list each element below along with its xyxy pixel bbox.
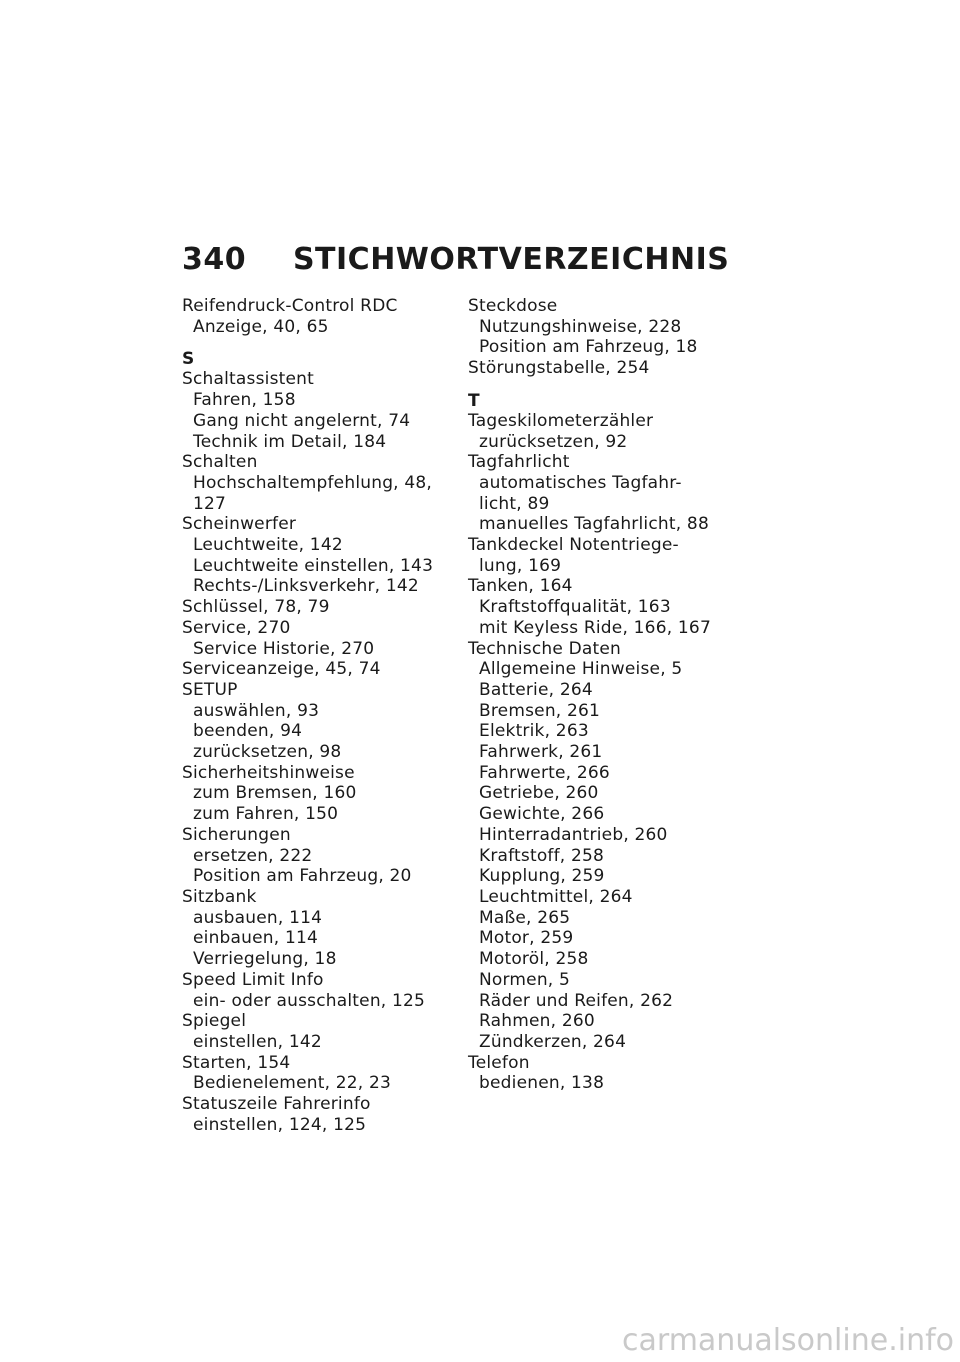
index-subentry: Räder und Reifen, 262 bbox=[479, 990, 674, 1011]
index-entry: Speed Limit Info bbox=[182, 969, 324, 990]
index-entry: Schalten bbox=[182, 452, 258, 473]
index-entry: Serviceanzeige, 45, 74 bbox=[182, 659, 381, 680]
index-subentry: Motor, 259 bbox=[479, 928, 574, 949]
index-subentry: Gewichte, 266 bbox=[479, 804, 605, 825]
index-subentry: Batterie, 264 bbox=[479, 679, 593, 700]
index-entry: Statuszeile Fahrerinfo bbox=[182, 1094, 371, 1115]
index-subentry: Kraftstoff, 258 bbox=[479, 845, 605, 866]
index-entry: Steckdose bbox=[468, 296, 558, 316]
index-subentry: Anzeige, 40, 65 bbox=[193, 316, 329, 337]
page-number: 340 bbox=[182, 242, 247, 277]
index-subentry: Leuchtweite einstellen, 143 bbox=[193, 555, 434, 576]
index-subentry: Leuchtmittel, 264 bbox=[479, 886, 633, 907]
page-header bbox=[182, 240, 729, 280]
index-subentry: Rahmen, 260 bbox=[479, 1011, 595, 1032]
page-title: STICHWORTVERZEICHNIS bbox=[292, 242, 730, 277]
index-section-letter: S bbox=[182, 349, 195, 370]
index-subentry: Hinterradantrieb, 260 bbox=[479, 824, 668, 845]
index-subentry: bedienen, 138 bbox=[479, 1073, 605, 1094]
index-entry: Störungstabelle, 254 bbox=[468, 358, 650, 379]
index-subentry: Zündkerzen, 264 bbox=[479, 1031, 627, 1052]
index-entry: Spiegel bbox=[182, 1011, 247, 1032]
index-section-letter: T bbox=[468, 390, 480, 411]
index-subentry: Fahrwerte, 266 bbox=[479, 762, 610, 783]
index-entry: Sicherungen bbox=[182, 824, 291, 845]
index-subentry: Fahren, 158 bbox=[193, 390, 296, 411]
index-subentry: einbauen, 114 bbox=[193, 928, 319, 949]
index-entry: Tageskilometerzähler bbox=[468, 410, 654, 431]
index-subentry: Rechts-/Linksverkehr, 142 bbox=[193, 576, 419, 597]
index-subentry: Maße, 265 bbox=[479, 907, 571, 928]
index-subentry: Allgemeine Hinweise, 5 bbox=[479, 659, 683, 680]
index-entry: Tanken, 164 bbox=[468, 576, 573, 597]
index-subentry: Fahrwerk, 261 bbox=[479, 742, 603, 763]
index-subentry: Technik im Detail, 184 bbox=[193, 431, 387, 452]
index-entry: Technische Daten bbox=[468, 638, 622, 659]
index-subentry: Leuchtweite, 142 bbox=[193, 535, 343, 556]
index-subentry: manuelles Tagfahrlicht, 88 bbox=[479, 514, 709, 535]
index-entry: SETUP bbox=[182, 679, 238, 700]
index-subentry: zurücksetzen, 92 bbox=[479, 431, 628, 452]
index-entry: Service, 270 bbox=[182, 617, 291, 638]
index-subentry: auswählen, 93 bbox=[193, 700, 320, 721]
index-subentry: Verriegelung, 18 bbox=[193, 949, 337, 970]
index-column-left bbox=[182, 296, 452, 1135]
index-entry: Telefon bbox=[468, 1052, 530, 1073]
watermark: carmanualsonline.info bbox=[622, 1323, 954, 1358]
index-subentry: zum Fahren, 150 bbox=[193, 804, 339, 825]
index-column-right bbox=[468, 296, 738, 1094]
index-subentry: Bedienelement, 22, 23 bbox=[193, 1073, 392, 1094]
index-subentry: 127 bbox=[193, 493, 227, 514]
index-subentry: zurücksetzen, 98 bbox=[193, 742, 342, 763]
index-subentry: Position am Fahrzeug, 18 bbox=[479, 337, 698, 358]
index-subentry: Normen, 5 bbox=[479, 969, 571, 990]
index-subentry: Nutzungshinweise, 228 bbox=[479, 316, 682, 337]
index-subentry: zum Bremsen, 160 bbox=[193, 783, 357, 804]
index-subentry: Gang nicht angelernt, 74 bbox=[193, 410, 411, 431]
index-subentry: einstellen, 124, 125 bbox=[193, 1114, 367, 1135]
index-subentry: Kupplung, 259 bbox=[479, 866, 605, 887]
index-entry: Sitzbank bbox=[182, 886, 257, 907]
index-subentry: mit Keyless Ride, 166, 167 bbox=[479, 617, 711, 638]
index-entry: Schaltassistent bbox=[182, 369, 314, 390]
index-entry: Tankdeckel Notentriege- bbox=[468, 535, 679, 556]
index-subentry: Bremsen, 261 bbox=[479, 700, 601, 721]
index-subentry: beenden, 94 bbox=[193, 721, 303, 742]
index-subentry: Hochschaltempfehlung, 48, bbox=[193, 472, 433, 493]
index-entry: Reifendruck-Control RDC bbox=[182, 296, 398, 316]
index-subentry: licht, 89 bbox=[479, 493, 550, 514]
index-subentry: ersetzen, 222 bbox=[193, 845, 313, 866]
index-subentry: ein- oder ausschalten, 125 bbox=[193, 990, 426, 1011]
index-subentry: Getriebe, 260 bbox=[479, 783, 599, 804]
index-subentry: Position am Fahrzeug, 20 bbox=[193, 866, 412, 887]
index-subentry: ausbauen, 114 bbox=[193, 907, 323, 928]
index-subentry: Kraftstoffqualität, 163 bbox=[479, 597, 671, 618]
index-entry: Sicherheitshinweise bbox=[182, 762, 355, 783]
index-subentry: automatisches Tagfahr- bbox=[479, 472, 682, 493]
index-subentry: Service Historie, 270 bbox=[193, 638, 375, 659]
index-entry: Tagfahrlicht bbox=[468, 452, 570, 473]
index-entry: Starten, 154 bbox=[182, 1052, 291, 1073]
index-entry: Schlüssel, 78, 79 bbox=[182, 597, 330, 618]
index-subentry: einstellen, 142 bbox=[193, 1031, 322, 1052]
index-entry: Scheinwerfer bbox=[182, 514, 297, 535]
index-subentry: Motoröl, 258 bbox=[479, 949, 589, 970]
index-subentry: lung, 169 bbox=[479, 555, 562, 576]
index-subentry: Elektrik, 263 bbox=[479, 721, 589, 742]
